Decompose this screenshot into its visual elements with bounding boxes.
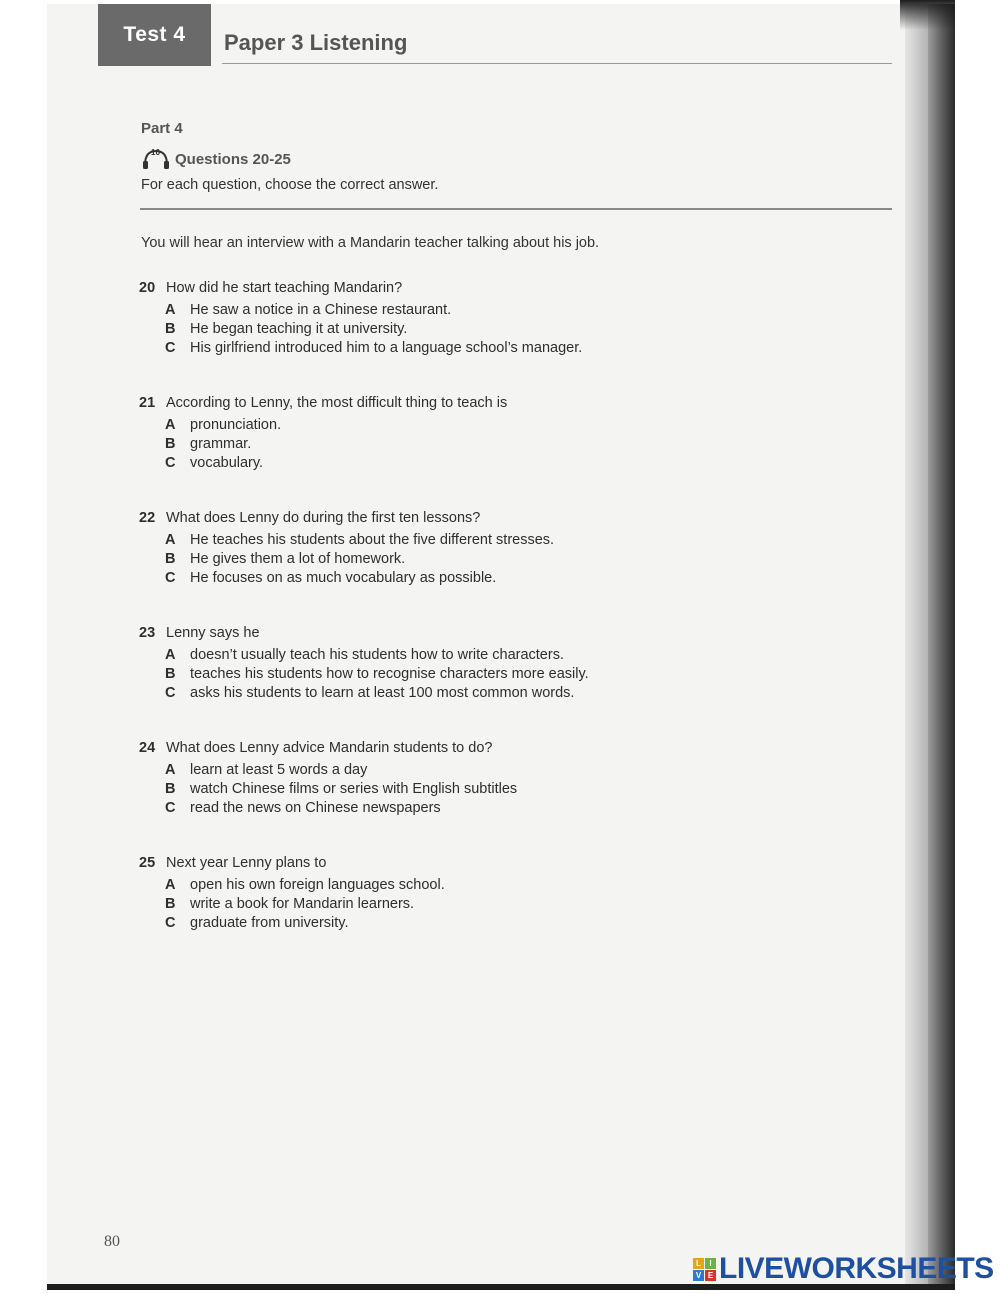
option-a[interactable]: [165, 647, 589, 666]
option-c[interactable]: [165, 915, 445, 934]
option-letter: C: [165, 800, 176, 816]
question-24: [139, 740, 517, 819]
option-text: pronunciation.: [190, 417, 282, 433]
intro-text: You will hear an interview with a Mandarin teacher talking about his job.: [141, 235, 600, 251]
option-letter: B: [165, 321, 176, 337]
option-c[interactable]: [165, 570, 554, 589]
logo-letter: E: [705, 1270, 716, 1281]
page-edge-shadow: [928, 4, 955, 1286]
option-text: doesn’t usually teach his students how to write characters.: [190, 647, 564, 663]
logo-letter: I: [705, 1258, 716, 1269]
question-21: [139, 395, 507, 474]
option-letter: B: [165, 781, 176, 797]
question-text: According to Lenny, the most difficult thing to teach is: [166, 395, 508, 411]
option-letter: A: [165, 417, 176, 433]
section-divider: [140, 208, 892, 210]
question-text: Next year Lenny plans to: [166, 855, 327, 871]
option-text: asks his students to learn at least 100 most common words.: [190, 685, 575, 701]
question-number: 21: [139, 395, 156, 411]
option-text: He began teaching it at university.: [190, 321, 408, 337]
option-letter: A: [165, 877, 176, 893]
option-text: His girlfriend introduced him to a language school’s manager.: [190, 340, 583, 356]
option-a[interactable]: [165, 532, 554, 551]
instructions: For each question, choose the correct answer.: [141, 177, 439, 193]
question-text: What does Lenny do during the first ten lessons?: [166, 510, 481, 526]
question-text: Lenny says he: [166, 625, 260, 641]
liveworksheets-logo-icon: [693, 1258, 716, 1281]
option-letter: B: [165, 436, 176, 452]
track-number: 16: [151, 148, 160, 157]
option-text: He saw a notice in a Chinese restaurant.: [190, 302, 452, 318]
logo-letter: L: [693, 1258, 704, 1269]
option-c[interactable]: [165, 340, 582, 359]
question-text: What does Lenny advice Mandarin students to do?: [166, 740, 493, 756]
option-text: He gives them a lot of homework.: [190, 551, 406, 567]
option-b[interactable]: [165, 666, 589, 685]
option-c[interactable]: [165, 455, 507, 474]
option-text: teaches his students how to recognise characters more easily.: [190, 666, 589, 682]
option-letter: C: [165, 570, 176, 586]
option-b[interactable]: [165, 551, 554, 570]
option-a[interactable]: [165, 417, 507, 436]
paper-title: Paper 3 Listening: [224, 30, 408, 55]
option-letter: A: [165, 762, 176, 778]
question-number: 25: [139, 855, 156, 871]
option-letter: B: [165, 551, 176, 567]
questions-range: Questions 20-25: [175, 150, 291, 168]
option-a[interactable]: [165, 302, 582, 321]
headphones-audio-icon[interactable]: [141, 148, 171, 170]
title-divider: [222, 63, 892, 64]
option-letter: A: [165, 302, 176, 318]
option-text: vocabulary.: [190, 455, 264, 471]
question-number: 23: [139, 625, 156, 641]
option-text: graduate from university.: [190, 915, 349, 931]
option-letter: C: [165, 915, 176, 931]
option-text: watch Chinese films or series with English subtitles: [190, 781, 518, 797]
page-number: 80: [104, 1233, 120, 1250]
option-text: learn at least 5 words a day: [190, 762, 368, 778]
option-c[interactable]: [165, 685, 589, 704]
question-20: [139, 280, 582, 359]
question-text: How did he start teaching Mandarin?: [166, 280, 403, 296]
questions-heading: [141, 148, 291, 170]
option-letter: B: [165, 896, 176, 912]
question-number: 22: [139, 510, 156, 526]
option-b[interactable]: [165, 436, 507, 455]
option-text: read the news on Chinese newspapers: [190, 800, 441, 816]
question-number: 20: [139, 280, 156, 296]
test-label-tab: Test 4: [98, 4, 211, 66]
question-23: [139, 625, 589, 704]
question-25: [139, 855, 445, 934]
page-corner-shade: [900, 0, 955, 30]
option-letter: C: [165, 455, 176, 471]
option-b[interactable]: [165, 896, 445, 915]
option-letter: A: [165, 532, 176, 548]
option-text: open his own foreign languages school.: [190, 877, 445, 893]
option-letter: C: [165, 340, 176, 356]
option-text: He focuses on as much vocabulary as possible.: [190, 570, 497, 586]
option-text: He teaches his students about the five different stresses.: [190, 532, 555, 548]
part-label: Part 4: [141, 120, 183, 137]
option-text: write a book for Mandarin learners.: [190, 896, 415, 912]
option-letter: C: [165, 685, 176, 701]
watermark-text: LIVEWORKSHEETS: [719, 1252, 994, 1285]
option-text: grammar.: [190, 436, 252, 452]
liveworksheets-watermark[interactable]: [693, 1252, 994, 1286]
option-c[interactable]: [165, 800, 517, 819]
question-number: 24: [139, 740, 156, 756]
logo-letter: V: [693, 1270, 704, 1281]
option-a[interactable]: [165, 762, 517, 781]
option-b[interactable]: [165, 781, 517, 800]
option-b[interactable]: [165, 321, 582, 340]
option-a[interactable]: [165, 877, 445, 896]
option-letter: A: [165, 647, 176, 663]
option-letter: B: [165, 666, 176, 682]
question-22: [139, 510, 554, 589]
